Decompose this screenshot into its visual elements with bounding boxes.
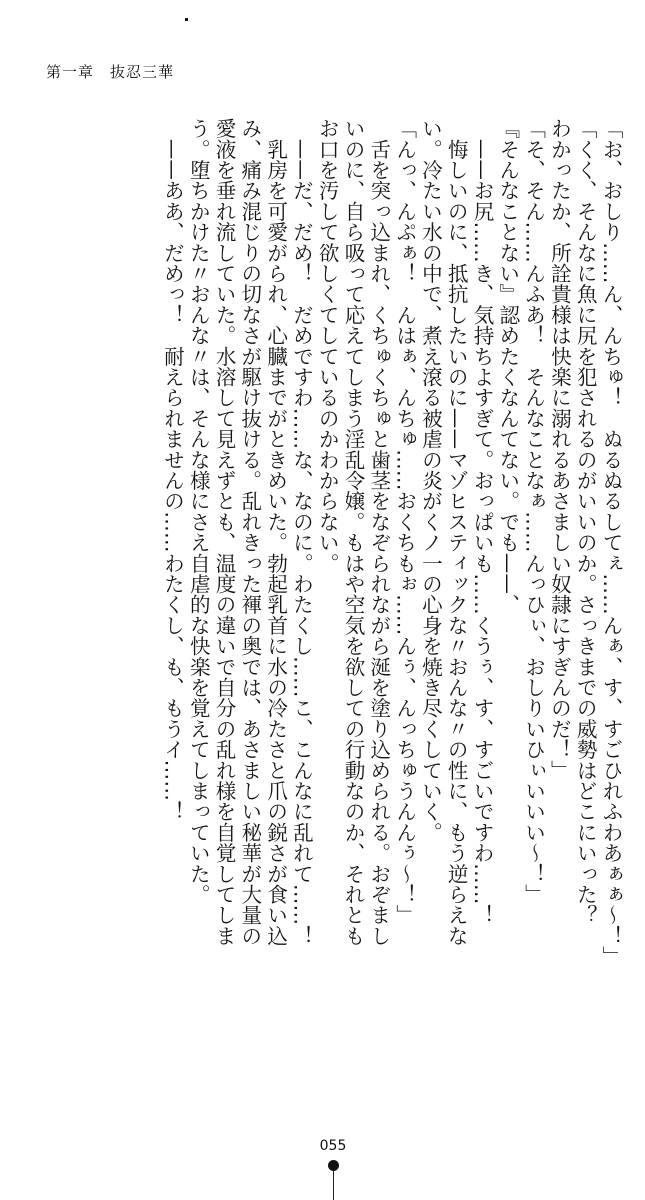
running-head-chapter-title: 第一章 抜忍三華 bbox=[46, 63, 175, 81]
text-line: 「お、おしり……ん、んちゅ！ ぬるぬるしてぇ……んぁ、す、すごひれふわあぁぁ〜！」 bbox=[599, 118, 623, 967]
text-line: 「そ、そん……んふあ！ そんなことなぁ……んっひぃ、おしりいひぃいいい〜！」 bbox=[521, 118, 546, 905]
text-line: お口を汚して欲しくてしているのかわからない。 bbox=[315, 118, 340, 574]
text-line: わかったか、所詮貴様は快楽に溺れるあさましい奴隷にすぎんのだ！」 bbox=[547, 118, 572, 781]
text-line: 『そんなことない』認めたくなんてない。でも——、 bbox=[495, 118, 520, 615]
text-line: う。堕ちかけた〃おんな〃は、そんな様にさえ自虐的な快楽を覚えてしまっていた。 bbox=[186, 118, 211, 905]
text-line: み、痛み混じりの切なさが駆け抜ける。乱れきった褌の奥では、あさましい秘華が大量の bbox=[237, 118, 262, 946]
text-line: 「んっ、んぷぁ！ んはぁ、んちゅ……おくちもぉ……んぅ、んっちゅうんんぅ〜！」 bbox=[392, 118, 417, 926]
page-marker-line bbox=[333, 1170, 334, 1200]
stray-speck bbox=[185, 18, 188, 21]
text-line: 愛液を垂れ流していた。水溶して見えずとも、温度の違いで自分の乱れ様を自覚してしま bbox=[212, 118, 237, 946]
text-line: 舌を突っ込まれ、くちゅくちゅと歯茎をなぞられながら涎を塗り込められる。おぞまし bbox=[366, 118, 391, 946]
text-line: い。冷たい水の中で、煮え滾る被虐の炎がくノ一の心身を焼き尽くしていく。 bbox=[418, 118, 443, 843]
vertical-body-text bbox=[23, 118, 623, 998]
text-line: 乳房を可愛がられ、心臓までがときめいた。勃起乳首に水の冷たさと爪の鋭さが食い込 bbox=[263, 118, 288, 946]
page-number: 055 bbox=[319, 1138, 347, 1154]
text-line: いのに、自ら吸って応えてしまう淫乱令嬢。もはや空気を欲しての行動なのか、それとも bbox=[341, 118, 366, 946]
text-line: ——だ、だめ！ だめですわ……な、なのに。わたくし……こ、こんなに乱れて……！ bbox=[289, 118, 314, 946]
text-line: 悔しいのに、抵抗したいのに——マゾヒスティックな〃おんな〃の性に、もう逆らえな bbox=[444, 118, 469, 946]
text-line: ——ああ、だめっ！ 耐えられませんの……わたくし、も、もうイ……！ bbox=[160, 118, 185, 822]
text-line: ——お尻……き、気持ちよすぎて。おっぱいも……くうぅ、す、すごいですわ……！ bbox=[470, 118, 495, 926]
text-line: 「くく、そんなに魚に尻を犯されるのがいいのか。さっきまでの威勢はどこにいった？ bbox=[573, 118, 598, 926]
